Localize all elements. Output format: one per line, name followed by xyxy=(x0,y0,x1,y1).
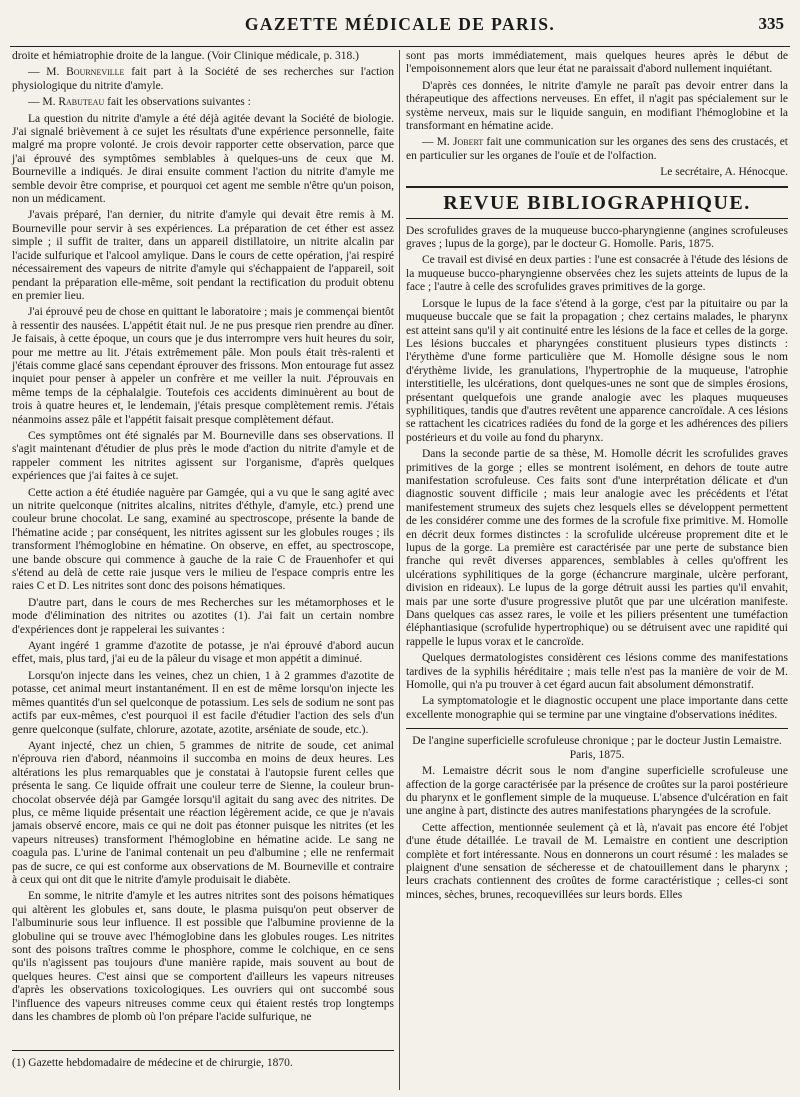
paragraph: Lorsque le lupus de la face s'étend à la gorge, c'est par la pituitaire ou par la muqueuse buccale que se fait la propagation ; chez certains malades, le pharynx est atteint sans qu'il y ait continuité entre les lésions de la face et celles de la gorge. Les lésions buccales et pharyngées constituent plusieurs types distincts : l'érythème d'une forme particulière que M. Homolle désigne sous le nom d'érythème livide, les granulations, l'hypertrophie de la muqueuse, l'atrophie interstitielle, les ulcérations, dont quelques-unes ne sont que de simples érosions, présentant quelquefois une grande analogie avec les plaques muqueuses syphilitiques, tandis que d'autres revêtent une apparence cancroïdale. A ces lésions se rattachent les cicatrices radiées du fond de la gorge et les adhérences des piliers postérieurs et du voile au fond du pharynx. xyxy=(406,297,788,444)
left-column xyxy=(12,50,394,1027)
bourneville-note xyxy=(12,66,394,93)
column-divider xyxy=(399,50,400,1090)
paragraph: sont pas morts immédiatement, mais quelques heures après le début de l'empoisonnement alors que leur état ne paraissait d'abord nullement inquiétant. xyxy=(406,50,788,76)
note-text: fait les observations suivantes : xyxy=(104,96,251,109)
paragraph: La question du nitrite d'amyle a été déjà agitée devant la Société de biologie. J'ai signalé brièvement à ce sujet les résultats d'une expérience personnelle, faite malgré ma propre volonté. Je crois devoir rapporter cette observation, parce que j'ai éprouvé des symptômes semblables à quelques-uns de ceux que M. Bourneville a indiqués. Je dirai ensuite comment l'action du nitrite d'amyle me semble devoir être comprise, et pourquoi cet agent me semble n'être qu'un poison, non un médicament. xyxy=(12,112,394,206)
speaker-name: — M. Rabuteau xyxy=(28,96,105,109)
rabuteau-note xyxy=(12,96,394,109)
review-separator xyxy=(406,728,788,729)
paragraph: En somme, le nitrite d'amyle et les autres nitrites sont des poisons hématiques qui altèrent les globules et, sans doute, le plasma puisqu'on peut observer de l'albuminurie sous leur influence. Il est possible que l'albumine provienne de la globuline qui se trouve avec l'hémoglobine dans les globules rouges. Les nitrites sont des poisons traîtres comme le phosphore, comme le colchique, en ce sens qu'ils n'agissent pas toujours d'une manière rapide, mais souvent au bout de quelques heures. C'est ainsi que se comportent d'ailleurs les vapeurs nitreuses d'après les observations toxicologiques. Les ouvriers qui ont succombé sous l'influence des vapeurs nitreuses comme ceux qui étaient restés trop longtemps dans les chambres de plomb où l'on prépare l'acide sulfurique, ne xyxy=(12,890,394,1024)
footnote-rule xyxy=(12,1050,394,1051)
right-column xyxy=(406,50,788,905)
page-number: 335 xyxy=(758,14,784,33)
paragraph: D'autre part, dans le cours de mes Recherches sur les métamorphoses et le mode d'élimination des nitrites ou azotites (1). J'ai fait un certain nombre d'expériences dont je rappelerai les suivantes : xyxy=(12,596,394,636)
paragraph: J'ai éprouvé peu de chose en quittant le laboratoire ; mais je commençai bientôt à ressentir des nausées. L'appétit était nul. Je ne pus presque rien prendre au dîner. Je faisais, à cette époque, un cours que je dus interrompre vers huit heures du soir, pour me mettre au lit. J'étais extrêmement pâle. Mon pouls était très-ralenti et j'étais comme glacé sans cependant éprouver des frissons. Mon entourage fut assez inquiet pour penser à appeler un confrère et me veiller la nuit. J'éprouvais en même temps de la céphalalgie. Toutefois ces accidents diminuèrent au bout de trois à quatre heures et, le lendemain, j'étais presque complètement remis. J'étais néanmoins assez pâle et l'appétit faisait presque complètement défaut. xyxy=(12,306,394,426)
paragraph: Ayant ingéré 1 gramme d'azotite de potasse, je n'ai éprouvé d'abord aucun effet, mais, plus tard, j'ai eu de la pâleur du visage et mon appétit a diminué. xyxy=(12,640,394,666)
paragraph: D'après ces données, le nitrite d'amyle ne paraît pas devoir entrer dans la thérapeutique des affections nerveuses. En effet, il n'agit pas spécialement sur le système nerveux, mais sur le liquide sanguin, en modifiant l'hémoglobine et la transformant en hématine acide. xyxy=(406,79,788,133)
speaker-name: — M. Bourneville xyxy=(28,66,125,79)
paragraph: Cette affection, mentionnée seulement çà et là, n'avait pas encore été l'objet d'une étude détaillée. Le travail de M. Lemaistre en contient une description complète et fort intéressante. Nous en donnerons un court résumé : les malades se plaignent d'une sensation de sécheresse et de chatouillement dans le pharynx ; leurs crachats contiennent des croûtes de forme caractéristique ; celles-ci sont minces, sèches, brunes, recoquevillées sur leurs bords. Elles xyxy=(406,821,788,901)
paragraph: Dans la seconde partie de sa thèse, M. Homolle décrit les scrofulides graves primitives de la gorge ; elles se montrent isolément, en dehors de toute autre manifestation scrofuleuse. Ces faits sont d'une interprétation délicate et d'un diagnostic souvent difficile ; mais leur analogie avec les précédents et l'état manifestement strumeux des sujets chez lesquels elles se développent permettent de les considérer comme une des formes de la scrofule fixe primitive. M. Homolle en décrit deux formes distinctes : la scrofulide ulcéreuse proprement dite et le lupus de la gorge. La première est caractérisée par une perte de substance bien franche qui revêt diverses apparences, semblables à celles qu'offrent les ulcérations syphilitiques de la gorge (échancrure marginale, ulcère perforant, division en rideaux). Le lupus de la gorge détruit aussi les parties qu'il envahit, mais par une sorte d'usure progressive plutôt que par une ulcération manifeste. Dans quelques cas assez rares, le voile et les piliers présentent une tuméfaction éléphantiasique (scrofulide hypertrophique) ou se détruisent avec une rapidité qui rappelle le lupus vorax et le cancroïde. xyxy=(406,448,788,648)
review-heading: Des scrofulides graves de la muqueuse bucco-pharyngienne (angines scrofuleuses graves ; lupus de la gorge), par le docteur G. Homolle. Paris, 1875. xyxy=(406,224,788,251)
paragraph: Quelques dermatologistes considèrent ces lésions comme des manifestations tardives de la syphilis héréditaire ; mais telle n'est pas la manière de voir de M. Homolle, qui n'a pu trouver à cet égard aucun fait absolument démonstratif. xyxy=(406,652,788,692)
paragraph: Lorsqu'on injecte dans les veines, chez un chien, 1 à 2 grammes d'azotite de potasse, cet animal meurt instantanément. Il en est de même lorsqu'on injecte les mêmes quantités d'un sel quelconque de potassium. Les sels de sodium ne sont pas actifs par eux-mêmes, c'est pourquoi il est facile d'étudier l'action des sels d'un genre quelconque (sulfate, chlorure, azotate, azotite, arséniate de soude, etc.). xyxy=(12,669,394,736)
secretary-signature: Le secrétaire, A. Hénocque. xyxy=(660,166,788,179)
paragraph: Ce travail est divisé en deux parties : l'une est consacrée à l'étude des lésions de la muqueuse bucco-pharyngienne observées chez les sujets atteints de lupus de la face ; l'autre à celle des scrofulides graves primitives de la gorge. xyxy=(406,254,788,294)
running-header xyxy=(10,6,790,47)
journal-title: GAZETTE MÉDICALE DE PARIS. xyxy=(244,14,556,34)
paragraph: M. Lemaistre décrit sous le nom d'angine superficielle scrofuleuse une affection de la gorge caractérisée par la présence de croûtes sur la paroi postérieure du pharynx et le gonflement simple de la muqueuse. L'absence d'ulcération en fait une angine à part, distincte des autres manifestations pharyngées de la scrofule. xyxy=(406,765,788,818)
review-heading: De l'angine superficielle scrofuleuse chronique ; par le docteur Justin Lemaistre. Paris, 1875. xyxy=(412,735,782,761)
note-text: fait part à la Société de ses recherches sur l'action physiologique du nitrite d'amyle. xyxy=(12,66,394,92)
opening-fragment: droite et hémiatrophie droite de la langue. (Voir Clinique médicale, p. 318.) xyxy=(12,50,359,62)
speaker-name: — M. Jobert xyxy=(422,136,484,149)
section-rule-bottom xyxy=(406,218,788,219)
section-title: REVUE BIBLIOGRAPHIQUE. xyxy=(443,191,751,214)
jobert-note xyxy=(406,136,788,163)
paragraph: La symptomatologie et le diagnostic occupent une place importante dans cette excellente monographie qui se termine par une vingtaine d'observations inédites. xyxy=(406,695,788,721)
footnote-text: (1) Gazette hebdomadaire de médecine et de chirurgie, 1870. xyxy=(12,1057,293,1069)
paragraph: Ces symptômes ont été signalés par M. Bourneville dans ses observations. Il s'agit maintenant d'étudier de plus près le mode d'action du nitrite d'amyle et de rappeler comment les nitrites agissent sur l'organisme, d'après quelques expériences que j'ai faites à ce sujet. xyxy=(12,429,394,483)
paragraph: J'avais préparé, l'an dernier, du nitrite d'amyle qui devait être remis à M. Bourneville pour servir à ses expériences. La préparation de cet éther est assez simple ; il suffit de traiter, dans un appareil distillatoire, un nitrite alcalin par l'acide sulfurique et l'alcool amylique. Dans le cours de cette opération, j'ai respiré nécessairement des vapeurs de nitrite d'amyle qui s'échappaient de l'appareil, soit pendant la préparation elle-même, soit pendant la rectification du produit obtenu en premier lieu. xyxy=(12,209,394,302)
paragraph: Cette action a été étudiée naguère par Gamgée, qui a vu que le sang agité avec un nitrite quelconque (nitrites alcalins, nitrites d'éthyle, d'amyle, etc.) prend une couleur brune chocolat. Le sang, examiné au spectroscope, présente la bande de l'hématine acide ; par conséquent, les nitrites agissent sur les globules rouges ; ils transforment l'hémoglobine en hématine. On observe, en effet, au spectroscope, une bande obscure qui commence à gauche de la raie C de Frauenhofer et qui s'étend au delà de cette raie jusque vers le milieu de l'espace compris entre les raies C et D. Les nitrites sont donc des poisons hématiques. xyxy=(12,486,394,593)
paragraph: Ayant injecté, chez un chien, 5 grammes de nitrite de soude, cet animal n'éprouva rien d'abord, néanmoins il succomba en moins de deux heures. Les altérations les plus remarquables que je constatai à l'autopsie furent celles que présenta le sang. Ce liquide offrait une couleur terre de Sienne, la couleur brun-chocolat observée déjà par Gamgée lorsqu'il agitait du sang avec des nitrites. De plus, ce même liquide présentait une réaction légèrement acide, ce que je n'avais jamais observé encore, mais ce qui ne doit pas étonner puisque les nitrites (et les vapeurs nitreuses) transforment l'hémoglobine en hématine acide. Le sang ne coagula pas. L'urine de l'animal contenait un peu d'albumine ; elle ne renfermait pas de sucre, ce qui est conforme aux observations de M. Bourneville et contraire à ceux qui ont dit que le nitrite d'amyle produisait le diabète. xyxy=(12,739,394,886)
section-rule-top xyxy=(406,186,788,188)
note-text: fait une communication sur les organes des sens des crustacés, et en particulier sur les organes de l'ouïe et de l'olfaction. xyxy=(406,136,788,162)
footnote xyxy=(12,1050,394,1070)
